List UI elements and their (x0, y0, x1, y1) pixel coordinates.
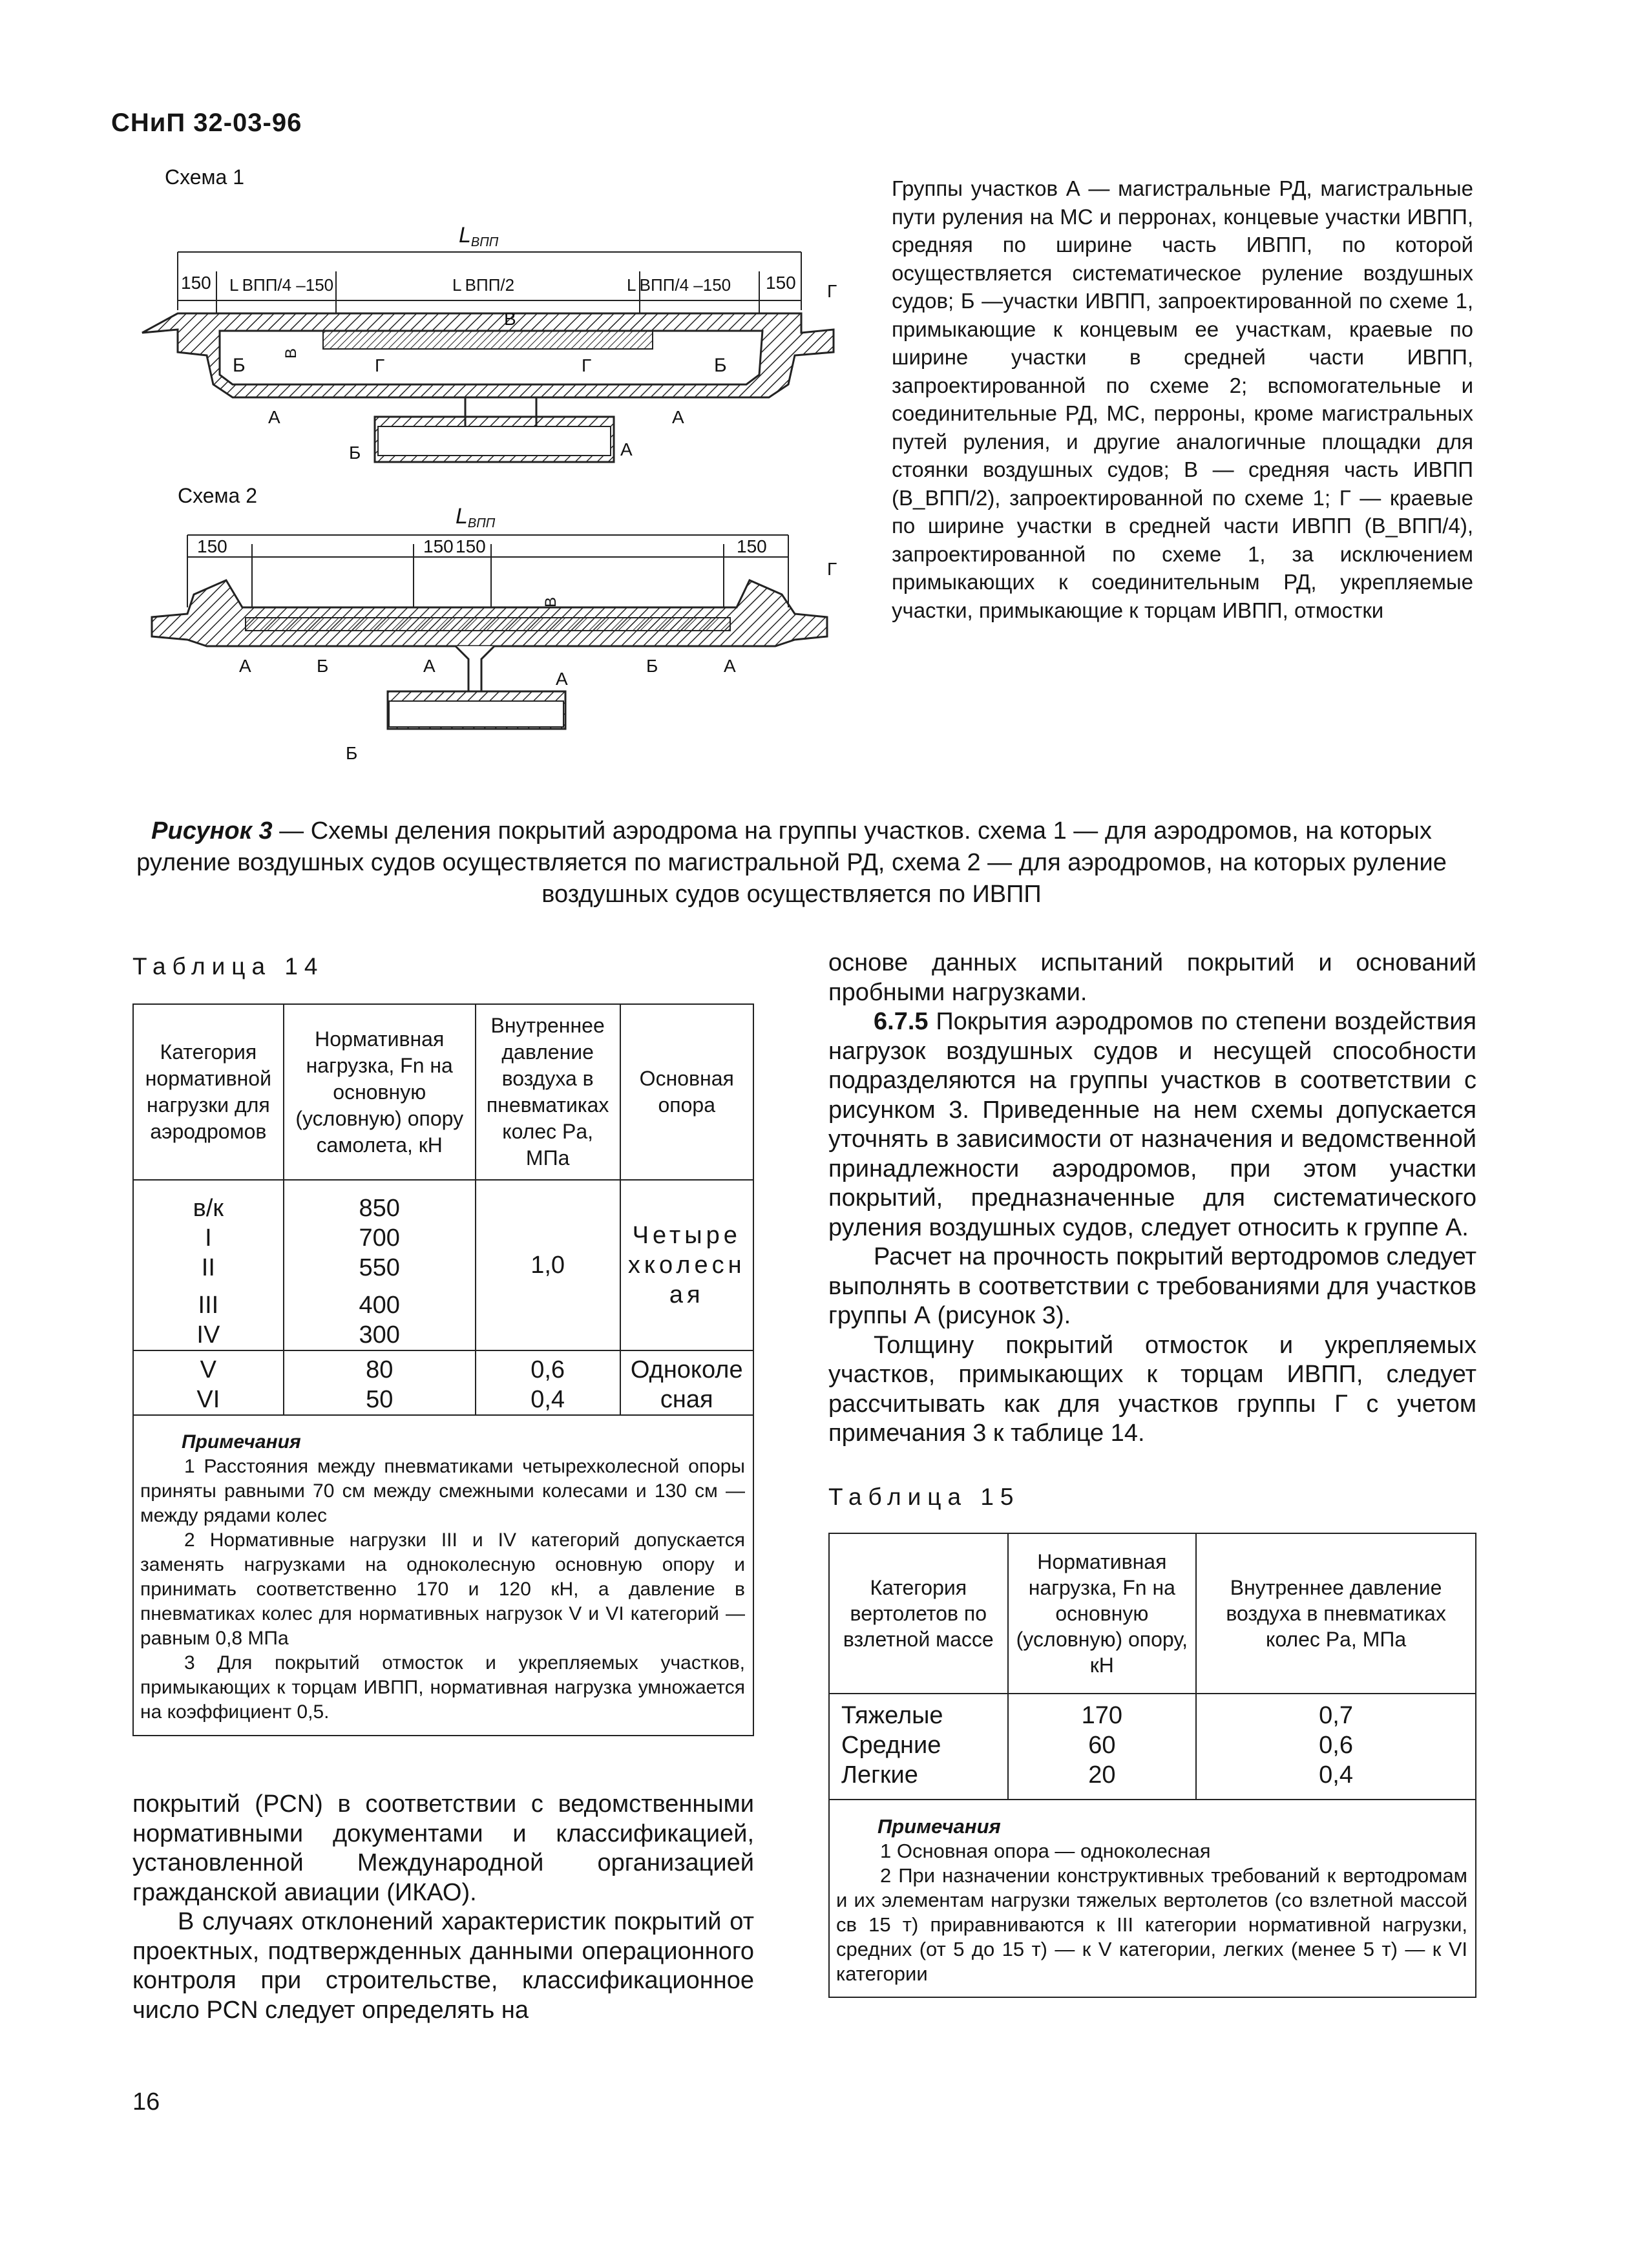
table14-pressure-1: 1,0 (476, 1180, 620, 1350)
scheme2-drawing (152, 504, 837, 763)
svg-text:B: B (542, 596, 560, 607)
right-column-text: основе данных испытаний покрытий и оснований пробными нагрузками. 6.7.5 Покрытия аэродромов по степени воздействия нагрузок воздушных судов и несущей способности подразделяются на группы участков в соответствии с рисунком 3. Приведенные на нем схемы допускается уточнять в зависимости от назначения и ведомственной принадлежности аэродромов, при этом участки покрытий, предназначенные для систематического руления воздушных судов, следует относить к группе А. Расчет на прочность покрытий вертодромов следует выполнять в соответствии с требованиями для участков группы А (рисунок 3). Толщину покрытий отмосток и укрепляемых участков, примыкающих к торцам ИВПП, следует рассчитывать как для участков группы Г с учетом примечания 3 к таблице 14. (828, 949, 1476, 1447)
table15-header: Внутреннее давление воздуха в пневматиках колес Pa, МПа (1196, 1533, 1476, 1694)
scheme2-label: Схема 2 (178, 484, 258, 507)
svg-text:В: В (504, 309, 516, 329)
svg-text:А: А (620, 439, 633, 459)
table14-support-2: Одноколесная (620, 1350, 753, 1415)
table14-label: Таблица 14 (132, 953, 324, 980)
table14-categories-1: в/к I II III IV (133, 1180, 284, 1350)
table15-label: Таблица 15 (828, 1484, 1020, 1510)
svg-text:Г: Г (582, 355, 592, 375)
table-14 (132, 1003, 754, 1736)
scheme1-drawing (142, 223, 837, 463)
table15-notes: Примечания 1 Основная опора — одноколесная 2 При назначении конструктивных требований к вертодромам и их элементам нагрузки тяжелых вертолетов (со взлетной массой св 15 т) приравниваются к III категории нормативной нагрузки, средних (от 5 до 15 т) — к V категории, легких (менее 5 т) — к VI категории (829, 1800, 1476, 1997)
table14-loads-2: 80 50 (284, 1350, 476, 1415)
table14-categories-2: V VI (133, 1350, 284, 1415)
svg-text:А: А (268, 407, 280, 427)
svg-text:Г: Г (827, 559, 837, 579)
svg-text:А: А (724, 656, 736, 676)
scheme1-label: Схема 1 (165, 165, 245, 189)
document-header: СНиП 32-03-96 (111, 109, 302, 137)
l-vpp-label-1: LВПП (459, 223, 499, 249)
svg-text:Б: Б (714, 355, 727, 376)
svg-text:А: А (239, 656, 251, 676)
svg-text:Б: Б (233, 355, 246, 376)
page-number: 16 (132, 2088, 160, 2116)
svg-text:Б: Б (317, 656, 329, 676)
svg-text:150: 150 (737, 536, 767, 556)
table14-notes: Примечания 1 Расстояния между пневматиками четырехколесной опоры приняты равными 70 см между смежными колесами и 130 см — между рядами колес 2 Нормативные нагрузки III и IV категорий допускается заменять нагрузками на одноколесную основную опору и принимать соответственно 170 и 120 кН, а давление в пневматиках колес для нормативных нагрузок V и VI категорий — равным 0,8 МПа 3 Для покрытий отмосток и укрепляемых участков, примыкающих к торцам ИВПП, нормативная нагрузка умножается на коэффициент 0,5. (133, 1415, 753, 1736)
table-15 (828, 1533, 1476, 1998)
table15-header: Нормативная нагрузка, Fn на основную (условную) опору, кН (1008, 1533, 1197, 1694)
figure-legend: Группы участков А — магистральные РД, магистральные пути руления на МС и перронах, концевые участки ИВПП, средняя по ширине часть ИВПП, по которой осуществляется систематическое руление воздушных судов; Б —участки ИВПП, запроектированной по схеме 1, примыкающие к концевым ее участкам, краевые по ширине участки в средней части ИВПП, запроектированной по схеме 2; вспомогательные и соединительные РД, МС, перроны, кроме магистральных путей руления, и другие аналогичные площадки для стоянки воздушных судов; В — средняя часть ИВПП (B_ВПП/2), запроектированной по схеме 1; Г — краевые по ширине участки в средней части ИВПП (B_ВПП/4), запроектированной по схеме 1, за исключением примыкающих к соединительным РД, укрепляемые участки, примыкающие к торцам ИВПП, отмостки (892, 176, 1473, 622)
figure-caption: Рисунок 3 — Схемы деления покрытий аэродрома на группы участков. схема 1 — для аэродромов, на которых руление воздушных судов осуществляется по магистральной РД, схема 2 — для аэродромов, на которых руление воздушных судов осуществляется по ИВПП (136, 817, 1447, 908)
svg-text:Г: Г (375, 355, 385, 375)
svg-text:B: B (282, 348, 300, 359)
table14-header: Основная опора (620, 1004, 753, 1180)
svg-text:Б: Б (646, 656, 658, 676)
left-column-text: покрытий (PCN) в соответствии с ведомственными нормативными документами и классификацией, установленной Международной организацией гражданской авиации (ИКАО). В случаях отклонений характеристик покрытий от проектных, подтвержденных данными операционного контроля при строительстве, классификационное число PCN следует определять на (132, 1790, 754, 2024)
svg-text:L ВПП/4 –150: L ВПП/4 –150 (229, 275, 334, 295)
table14-pressures-2: 0,6 0,4 (476, 1350, 620, 1415)
svg-text:150: 150 (181, 273, 211, 293)
svg-text:150: 150 (197, 536, 227, 556)
svg-text:Б: Б (346, 743, 358, 763)
table14-header: Внутреннее давление воздуха в пневматиках колес Pa, МПа (476, 1004, 620, 1180)
figure-3-schemes (129, 162, 859, 782)
table15-header: Категория вертолетов по взлетной массе (829, 1533, 1008, 1694)
table15-pressures: 0,7 0,6 0,4 (1196, 1694, 1476, 1800)
table14-header: Нормативная нагрузка, Fn на основную (условную) опору самолета, кН (284, 1004, 476, 1180)
table15-categories: Тяжелые Средние Легкие (829, 1694, 1008, 1800)
table14-header: Категория нормативной нагрузки для аэродромов (133, 1004, 284, 1180)
svg-text:А: А (423, 656, 436, 676)
svg-text:L ВПП/2: L ВПП/2 (452, 275, 515, 295)
svg-text:150: 150 (423, 536, 454, 556)
svg-text:150: 150 (766, 273, 796, 293)
svg-text:Б: Б (349, 443, 361, 463)
table15-loads: 170 60 20 (1008, 1694, 1197, 1800)
svg-text:А: А (556, 669, 568, 689)
table14-loads-1: 850 700 550 400 300 (284, 1180, 476, 1350)
svg-text:Г: Г (827, 281, 837, 301)
table14-support-1: Четырехколесная (620, 1180, 753, 1350)
l-vpp-label-2: LВПП (456, 504, 496, 530)
svg-text:L ВПП/4 –150: L ВПП/4 –150 (627, 275, 731, 295)
svg-text:А: А (672, 407, 684, 427)
svg-text:150: 150 (456, 536, 486, 556)
